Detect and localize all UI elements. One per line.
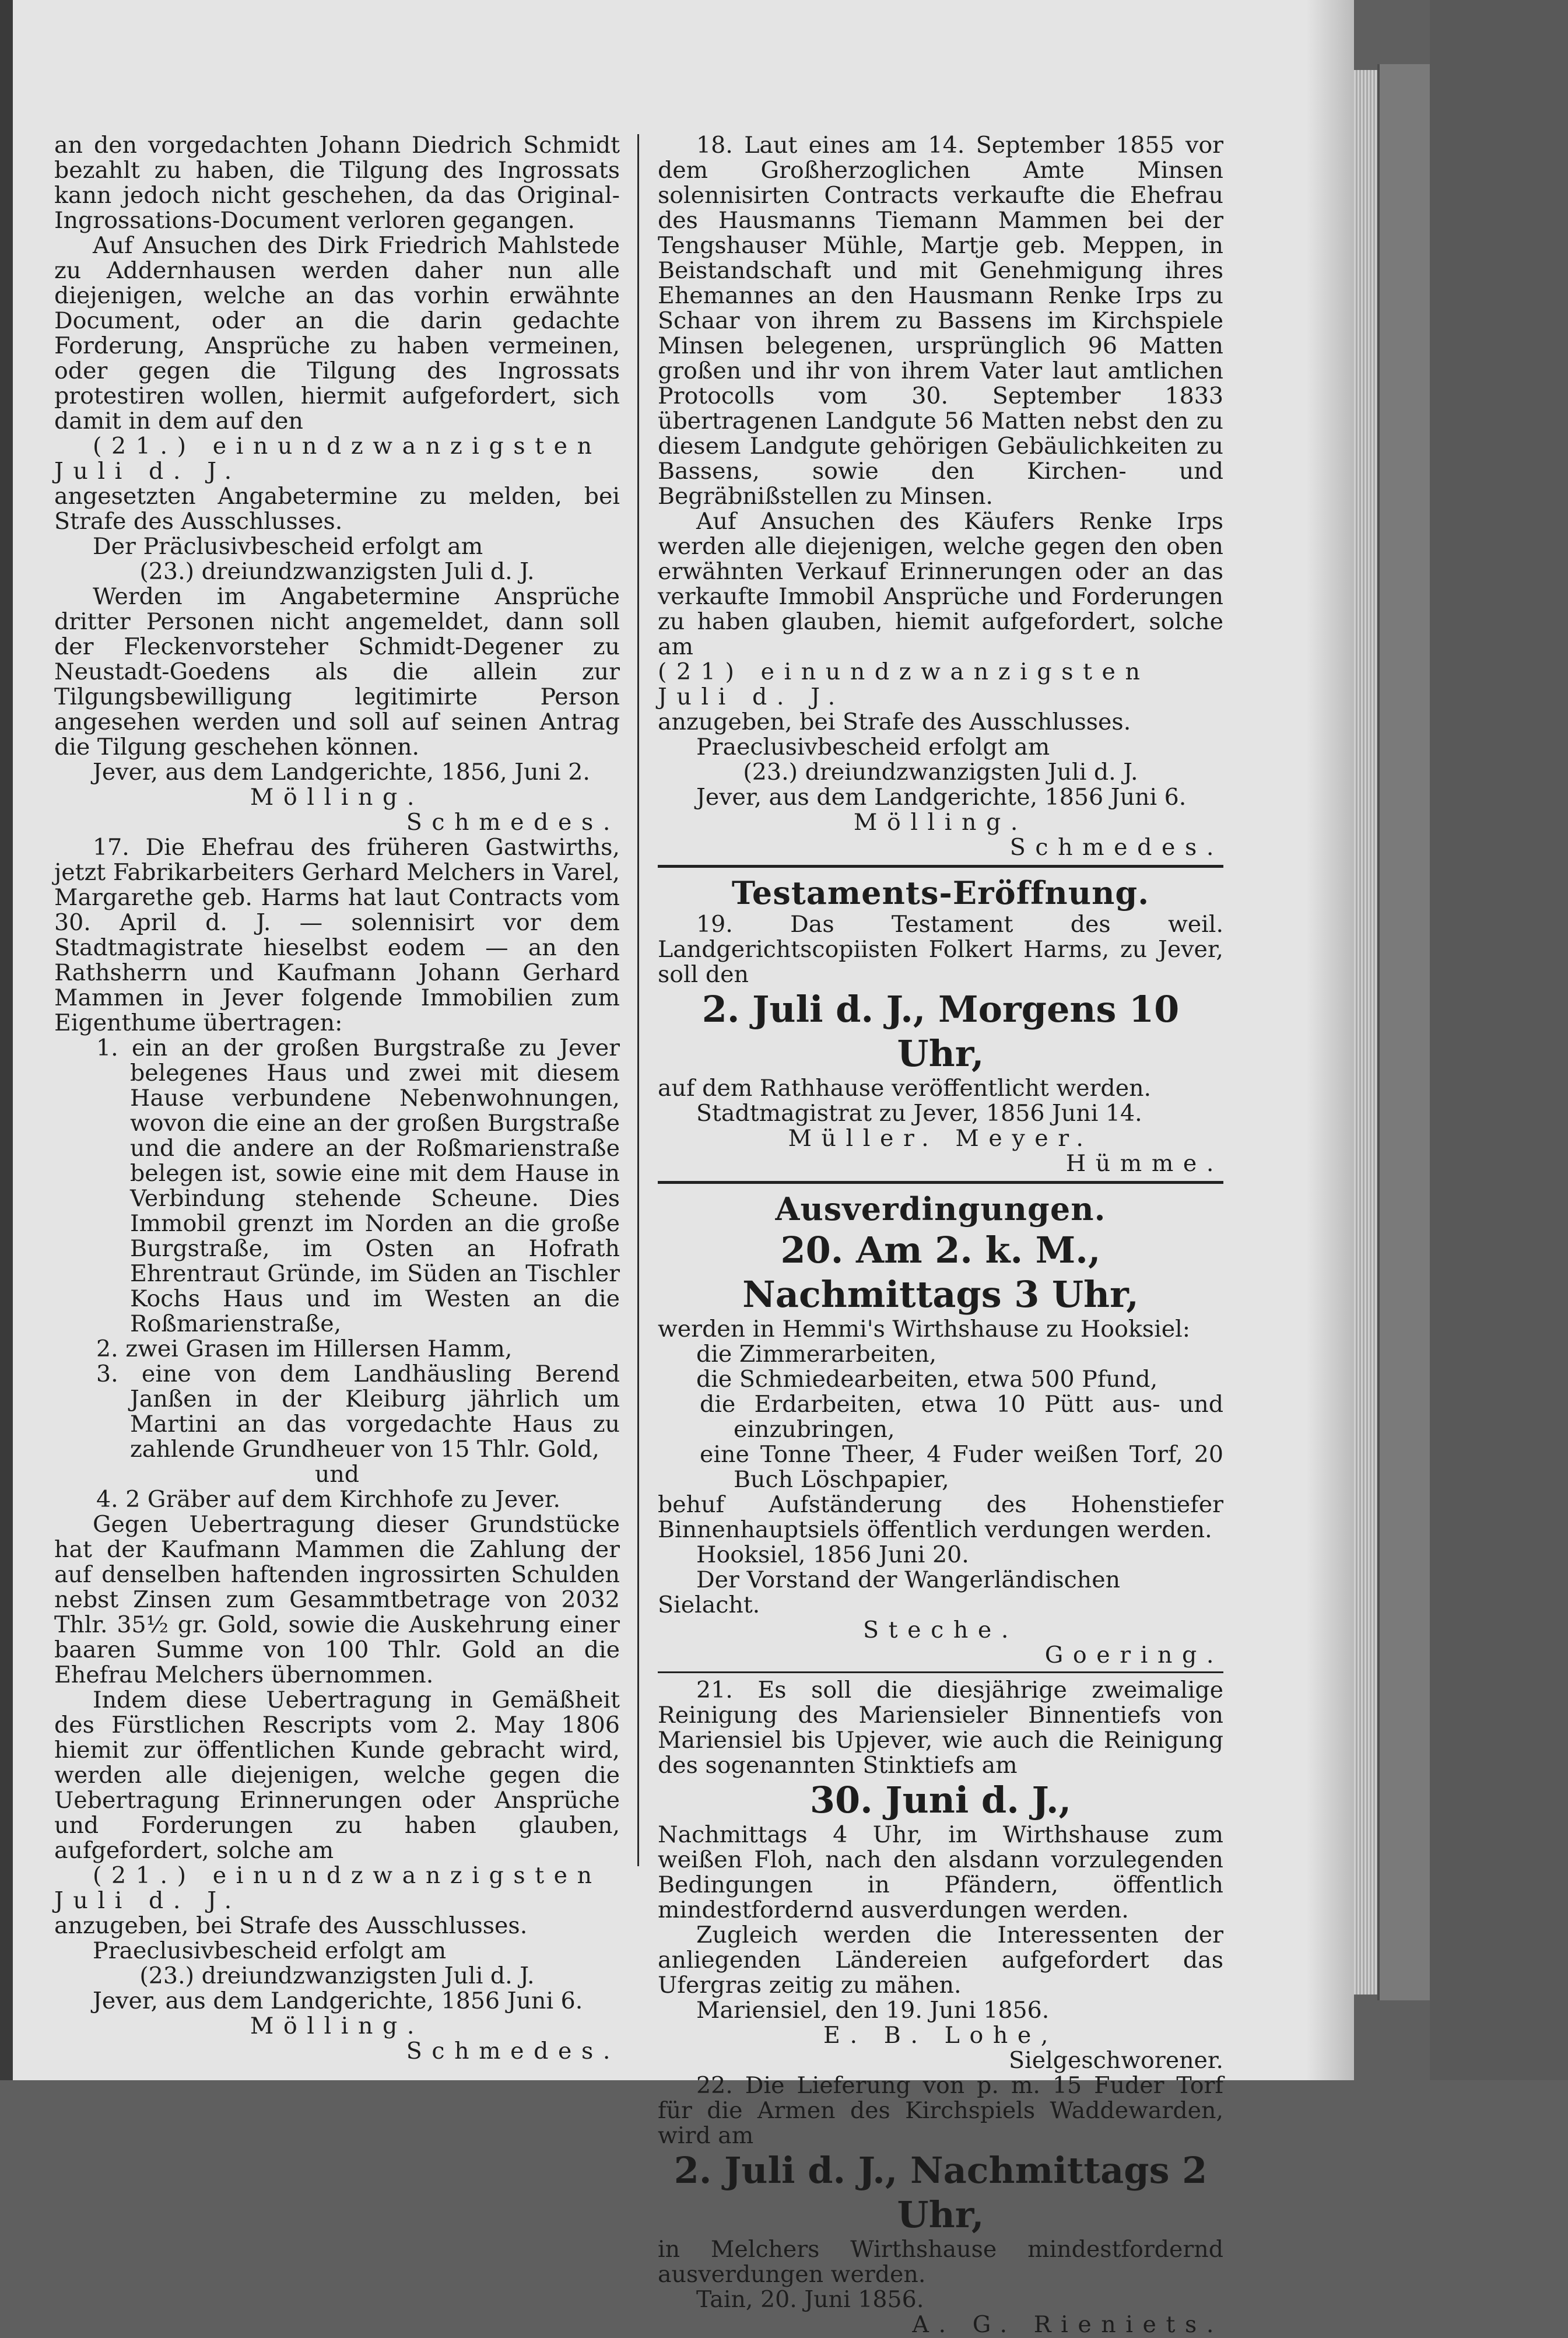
place-date: Jever, aus dem Landgerichte, 1856 Juni 6. [93,1988,583,2014]
signature: Mölling. [250,2013,425,2039]
right-column [658,133,1223,2337]
list-item: 4. 2 Gräber auf dem Kirchhofe zu Jever. [96,1486,561,1513]
paragraph: Nachmittags 4 Uhr, im Wirthshause zum weißen Floh, nach den alsdann vorzulegenden Bedingungen in Pfändern, öffentlich mindestfordernd ausverdungen werden. [658,1821,1223,1923]
notice-18: 18. Laut eines am 14. September 1855 vor dem Großherzoglichen Amte Minsen solennisirten Contracts verkaufte die Ehefrau des Hausmanns Tiemann Mammen bei der Tengshauser Mühle, Martje geb. Meppen, in Beistandschaft und mit Genehmigung ihres Ehemannes an den Hausmann Renke Irps zu Schaar von ihrem zu Bassens im Kirchspiele Minsen belegenen, ursprünglich 96 Matten großen und ihr von ihrem Vater laut amtlichen Protocolls vom 30. September 1833 übertragenen Landgute 56 Matten nebst den zu diesem Landgute gehörigen Gebäulichkeiten zu Bassens, sowie den Kirchen- und Begräbnißstellen zu Minsen. [658,132,1223,510]
place-date: Jever, aus dem Landgerichte, 1856 Juni 6. [696,784,1187,811]
signature: Schmedes. [406,2038,620,2064]
conjunction: und [314,1461,360,1488]
deadline-date: (21) einundzwanzigsten Juli d. J. [658,658,1150,710]
paragraph: Zugleich werden die Interessenten der anliegenden Ländereien aufgefordert das Ufergras zeitig zu mähen. [658,1922,1223,1999]
signature: Mölling. [250,784,425,811]
place-date: Jever, aus dem Landgerichte, 1856, Juni 2. [93,759,590,786]
signature-title: Sielgeschworener. [1009,2047,1223,2074]
paragraph: anzugeben, bei Strafe des Ausschlusses. [54,1912,528,1939]
notice-19: 19. Das Testament des weil. Landgerichtscopiisten Folkert Harms, zu Jever, soll den [658,911,1223,988]
deadline-date: (23.) dreiundzwanzigsten Juli d. J. [139,558,535,585]
signature: Mölling. [853,809,1028,836]
signature: Schmedes. [406,809,620,836]
paragraph: angesetzten Angabetermine zu melden, bei Strafe des Ausschlusses. [54,483,620,535]
paragraph: Indem diese Uebertragung in Gemäßheit des Fürstlichen Rescripts vom 2. May 1806 hiemit zur öffentlichen Kunde gebracht wird, werden alle diejenigen, welche gegen die Uebertragung Erinnerungen oder Ansprüche und Forderungen zu haben glauben, aufgefordert, solche am [54,1687,620,1864]
event-date: 2. Juli d. J., Morgens 10 Uhr, [701,988,1180,1075]
page-curl-shadow [1306,0,1354,2080]
section-rule [658,1671,1223,1673]
page-edges [1354,70,1377,1995]
deadline-date: (23.) dreiundzwanzigsten Juli d. J. [139,1962,535,1989]
place-date: Mariensiel, den 19. Juni 1856. [696,1997,1050,2024]
paragraph: Auf Ansuchen des Käufers Renke Irps werden alle diejenigen, welche gegen den oben erwähnten Verkauf Erinnerungen oder an das verkaufte Immobil Ansprüche und Forderungen zu haben glauben, hiemit aufgefordert, solche am [658,508,1223,660]
paragraph: werden in Hemmi's Wirthshause zu Hooksiel: [658,1316,1191,1342]
signature: Müller. Meyer. [788,1125,1093,1152]
paragraph: Praeclusivbescheid erfolgt am [93,1937,447,1964]
list-item: 1. ein an der großen Burgstraße zu Jever belegenes Haus und zwei mit diesem Hause verbundene Nebenwohnungen, wovon die eine an der großen Burgstraße und die andere an der Roßmarienstraße belegen ist, sowie eine mit dem Hause in Verbindung stehende Scheune. Dies Immobil grenzt im Norden an die große Burgstraße, im Osten an Hofrath Ehrentraut Gründe, im Süden an Tischler Kochs Haus und im Westen an die Roßmarienstraße, [96,1035,620,1337]
deadline-date: (21.) einundzwanzigsten Juli d. J. [54,433,602,485]
paragraph: Praeclusivbescheid erfolgt am [696,734,1050,760]
deadline-date: (23.) dreiundzwanzigsten Juli d. J. [743,759,1138,786]
paragraph: anzugeben, bei Strafe des Ausschlusses. [658,709,1131,735]
signature: Hümme. [1065,1150,1223,1177]
column-divider [637,134,639,1866]
place-date: Tain, 20. Juni 1856. [696,2286,924,2313]
paragraph: in Melchers Wirthshause mindestfordernd ausverdungen werden. [658,2236,1223,2288]
book-gutter [0,0,13,2080]
list-item: 2. zwei Grasen im Hillersen Hamm, [96,1336,513,1362]
event-date: 2. Juli d. J., Nachmittags 2 Uhr, [673,2149,1208,2236]
paragraph: Gegen Uebertragung dieser Grundstücke hat der Kaufmann Mammen die Zahlung der auf denselben haftenden ingrossirten Schulden nebst Zinsen zum Gesammtbetrage von 2032 Thlr. 35½ gr. Gold, sowie die Auskehrung einer baaren Summe von 100 Thlr. Gold an die Ehefrau Melchers übernommen. [54,1511,620,1688]
section-heading: Ausverdingungen. [775,1190,1106,1228]
list-item: die Zimmerarbeiten, [696,1341,937,1368]
notice-22: 22. Die Lieferung von p. m. 15 Fuder Torf für die Armen des Kirchspiels Waddewarden, wird am [658,2072,1223,2149]
paragraph: Auf Ansuchen des Dirk Friedrich Mahlstede zu Addernhausen werden daher nun alle diejenigen, welche an das vorhin erwähnte Document, oder an die darin gedachte Forderung, Ansprüche zu haben vermeinen, oder gegen die Tilgung des Ingrossats protestiren wollen, hiermit aufgefordert, sich damit in dem auf den [54,232,620,434]
list-item: eine Tonne Theer, 4 Fuder weißen Torf, 20 Buch Löschpapier, [700,1441,1223,1493]
paragraph: an den vorgedachten Johann Diedrich Schmidt bezahlt zu haben, die Tilgung des Ingrossats kann jedoch nicht geschehen, da das Original-Ingrossations-Document verloren gegangen. [54,132,620,234]
list-item: 3. eine von dem Landhäusling Berend Janßen in der Kleiburg jährlich um Martini an das vorgedachte Haus zu zahlende Grundheuer von 15 Thlr. Gold, [96,1361,620,1463]
paragraph: behuf Aufständerung des Hohenstiefer Binnenhauptsiels öffentlich verdungen werden. [658,1491,1223,1543]
paragraph: Der Vorstand der Wangerländischen Sielacht. [658,1566,1121,1618]
left-column [54,133,620,2064]
paragraph: Der Präclusivbescheid erfolgt am [93,533,483,560]
list-item: die Erdarbeiten, etwa 10 Pütt aus- und einzubringen, [700,1391,1223,1443]
section-rule [658,1181,1223,1184]
notice-17: 17. Die Ehefrau des früheren Gastwirths, jetzt Fabrikarbeiters Gerhard Melchers in Varel, Margarethe geb. Harms hat laut Contracts vom 30. April d. J. — solennisirt vor dem Stadtmagistrate hieselbst eodem — an den Rathsherrn und Kaufmann Johann Gerhard Mammen in Jever folgende Immobilien zum Eigenthume übertragen: [54,834,620,1036]
paragraph: auf dem Rathhause veröffentlicht werden. [658,1075,1152,1102]
event-date: 20. Am 2. k. M., Nachmittags 3 Uhr, [742,1229,1139,1316]
section-rule [658,865,1223,868]
section-heading: Testaments-Eröffnung. [731,874,1150,912]
place-date: Hooksiel, 1856 Juni 20. [696,1541,969,1568]
signature: Goering. [1044,1642,1223,1669]
signature: Schmedes. [1009,834,1223,861]
list-item: die Schmiedearbeiten, etwa 500 Pfund, [696,1366,1158,1393]
event-date: 30. Juni d. J., [809,1779,1072,1821]
paragraph: Werden im Angabetermine Ansprüche dritter Personen nicht angemeldet, dann soll der Fleckenvorsteher Schmidt-Degener zu Neustadt-Goedens als die allein zur Tilgungsbewilligung legitimirte Person angesehen werden und soll auf seinen Antrag die Tilgung geschehen können. [54,583,620,760]
deadline-date: (21.) einundzwanzigsten Juli d. J. [54,1862,602,1914]
signature: Steche. [863,1617,1018,1643]
book-cover [1377,64,1432,2000]
place-date: Stadtmagistrat zu Jever, 1856 Juni 14. [696,1100,1142,1127]
notice-21: 21. Es soll die diesjährige zweimalige Reinigung des Mariensieler Binnentiefs von Mariensiel bis Upjever, wie auch die Reinigung des sogenannten Stinktiefs am [658,1677,1223,1779]
signature: A. G. Rieniets. [912,2311,1223,2338]
background [1430,0,1568,2080]
signature: E. B. Lohe, [823,2022,1058,2049]
